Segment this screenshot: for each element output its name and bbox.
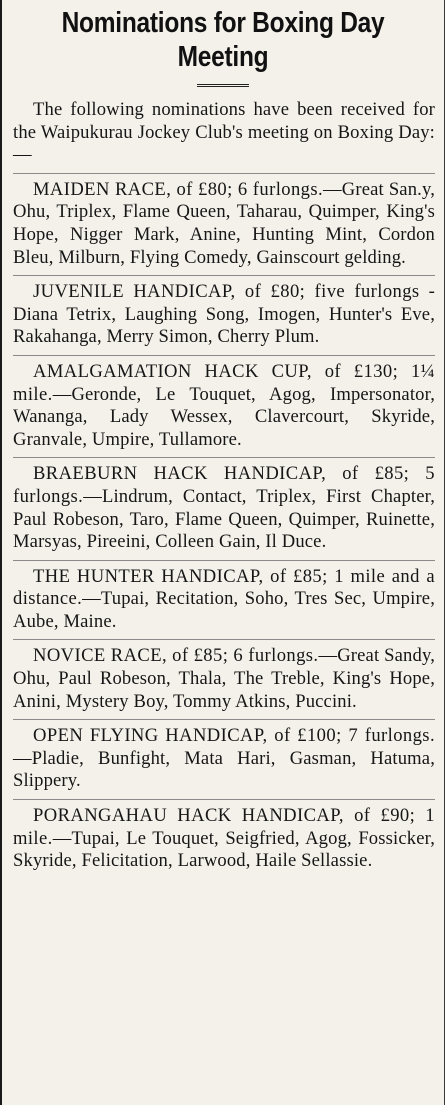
race-entries: —Great San.y, Ohu, Triplex, Flame Queen, Taharau, Quimper, King's Hope, Nigger Mark, Anine, Hunting Mint, Cordon Bleu, Milburn, Flying Comedy, Gainscourt gelding. (13, 178, 435, 268)
race-entries: —Lindrum, Contact, Triplex, First Chapter, Paul Robeson, Taro, Flame Queen, Quimper, Ruinette, Marsyas, Pireeini, Colleen Gain, Il Duce. (13, 485, 435, 553)
race-paragraph-amalgamation (13, 356, 435, 458)
race-heading: MAIDEN RACE, of £80; 6 furlongs. (33, 178, 324, 200)
race-entries: —Geronde, Le Touquet, Agog, Impersonator, Wananga, Lady Wessex, Clavercourt, Skyride, Granvale, Umpire, Tullamore. (13, 383, 435, 450)
article-body (2, 99, 444, 879)
intro-paragraph: The following nominations have been received for the Waipukurau Jockey Club's meeting on Boxing Day:— (13, 99, 435, 174)
race-heading: OPEN FLYING HANDICAP, of £100; 7 furlongs. (33, 725, 435, 747)
article-headline: Nominations for Boxing Day Meeting (61, 7, 385, 73)
headline-divider (197, 84, 249, 87)
race-paragraph-hunter (13, 561, 435, 641)
race-paragraph-open-flying (13, 720, 435, 800)
race-paragraph-braeburn (13, 458, 435, 560)
race-paragraph-juvenile (13, 276, 435, 356)
race-paragraph-novice (13, 640, 435, 720)
race-paragraph-porangahau (13, 800, 435, 879)
race-paragraph-maiden (13, 174, 435, 276)
race-heading: BRAEBURN HACK HANDICAP, of £85; 5 furlongs. (13, 463, 435, 507)
race-entries: -Diana Tetrix, Laughing Song, Imogen, Hunter's Eve, Rakahanga, Merry Simon, Cherry Plum. (13, 281, 435, 348)
race-heading: JUVENILE HANDICAP, of £80; five furlongs (33, 281, 420, 303)
race-heading: NOVICE RACE, of £85; 6 furlongs. (33, 645, 319, 667)
race-entries: —Great Sandy, Ohu, Paul Robeson, Thala, The Treble, King's Hope, Anini, Mystery Boy, Tommy Atkins, Puccini. (13, 645, 435, 712)
race-entries: —Tupai, Le Touquet, Seigfried, Agog, Fossicker, Skyride, Felicitation, Larwood, Haile Sellassie. (13, 827, 435, 872)
race-heading: PORANGAHAU HACK HANDICAP, of £90; 1 mile. (13, 805, 435, 849)
race-entries: —Pladie, Bunfight, Mata Hari, Gasman, Hatuma, Slippery. (13, 747, 435, 792)
race-entries: —Tupai, Recitation, Soho, Tres Sec, Umpire, Aube, Maine. (13, 588, 435, 632)
race-heading: THE HUNTER HANDICAP, of £85; 1 mile and a distance. (13, 565, 435, 610)
race-heading: AMALGAMATION HACK CUP, of £130; 1¼ mile. (13, 360, 435, 405)
